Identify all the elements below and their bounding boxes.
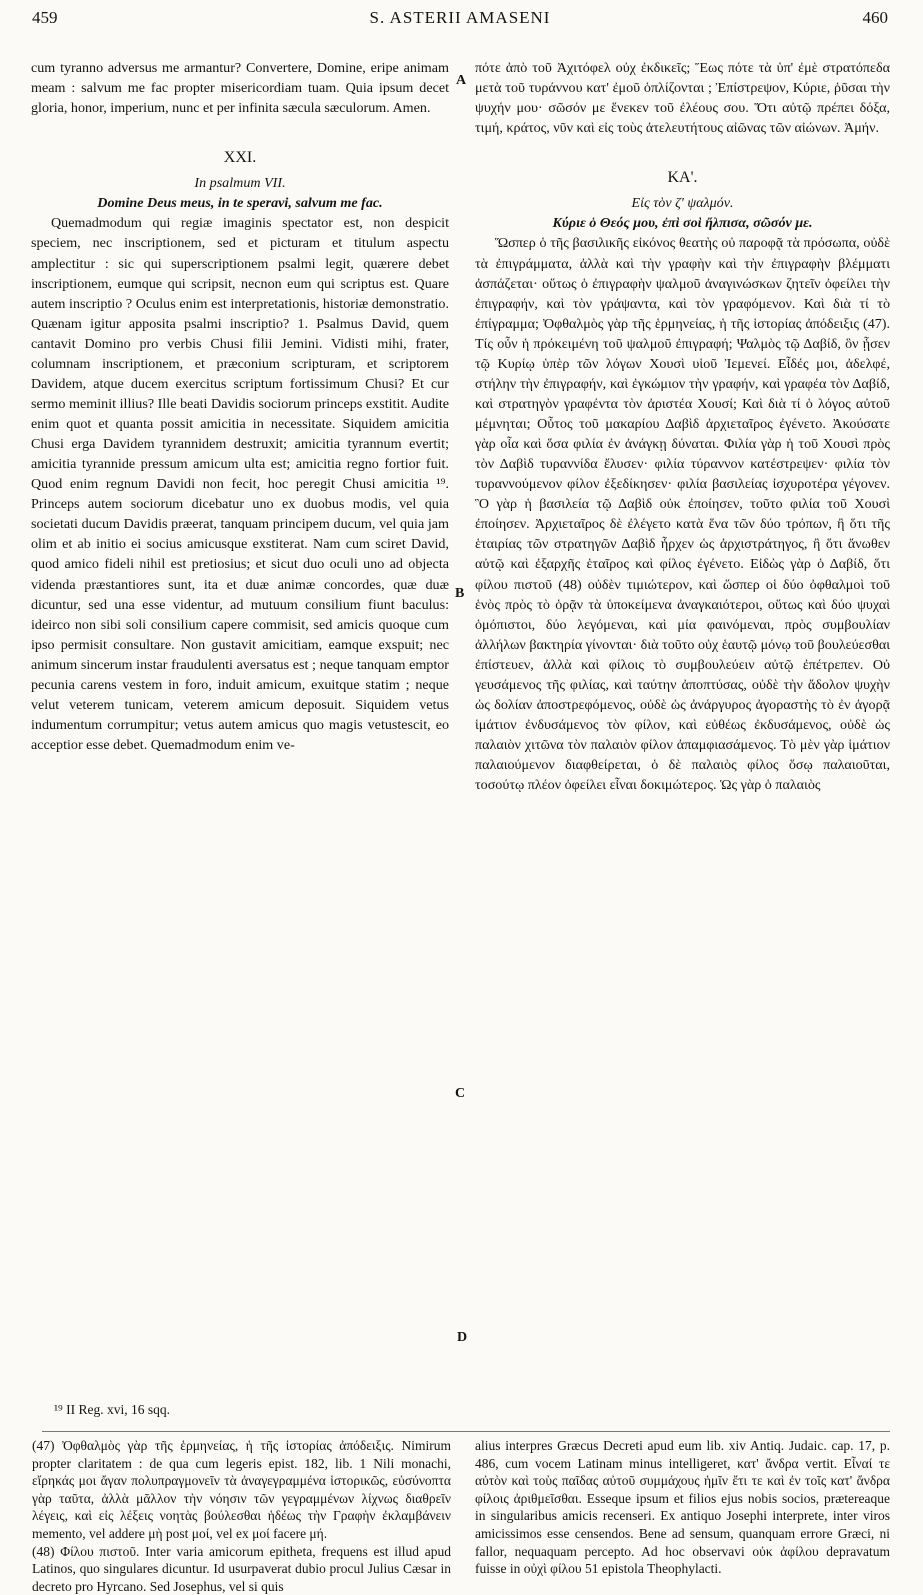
- latin-homily-number: XXI.: [223, 149, 257, 167]
- greek-homily-subtitle: Εἰς τὸν ζ' ψαλμόν.: [631, 195, 734, 212]
- footnote-48: (48) Φίλου πιστοῦ. Inter varia amicorum epitheta, frequens est illud apud Latinos, quo singulares dicuntur. Id usurpaverat dubio procul Julius Cæsar in decreto pro Hyrcano. Sed Josephus, vel si quis: [32, 1543, 451, 1594]
- greek-intro: πότε ἀπὸ τοῦ Ἀχιτόφελ οὐχ ἐκδικεῖς; Ἕως πότε τὰ ὑπ' ἐμὲ στρατόπεδα μετὰ τοῦ τυράννου κατ' ἐμοῦ ὁπλίζονται ; Ἐπίστρεψον, Κύριε, ῥῦσαι τὴν ψυχήν μου· σῶσόν με ἕνεκεν τοῦ ἐλέους σου. Ὅτι αὐτῷ πρέπει δόξα, τιμή, κράτος, νῦν καὶ εἰς τοὺς ἀτελευτήτους αἰῶνας τῶν αἰώνων. Ἀμήν.: [475, 60, 890, 137]
- margin-letter-d: D: [457, 1330, 468, 1345]
- footnote-column-right: [475, 1437, 890, 1578]
- running-header: [32, 8, 888, 32]
- latin-incipit: Domine Deus meus, in te speravi, salvum me fac.: [97, 195, 383, 212]
- margin-letter-c: C: [455, 1086, 466, 1101]
- greek-column: [475, 58, 890, 795]
- page-number-right: 460: [862, 8, 888, 27]
- greek-body: Ὥσπερ ὁ τῆς βασιλικῆς εἰκόνος θεατὴς οὐ παροφᾷ τὰ πρόσωπα, οὐδὲ τὰ ἐπιγράμματα, ἀλλὰ καὶ τὴν γραφὴν καὶ τὴν ἐπιγραφὴν βλέμματι ἀσπάζεται· οὕτως ὁ ἐπιγραφὴν ψαλμοῦ ἀναγινώσκων ζητεῖν ὀφείλει τὴν ἐπιγραφήν, καὶ τὸν γράψαντα, καὶ τὸν γραφόμενον. Καὶ διὰ τί τὸ ἐπίγραμμα; Ὀφθαλμὸς γὰρ τῆς ἑρμηνείας, ἡ τῆς ἱστορίας ἀπόδειξις (47). Τίς οὖν ἡ πρόκειμένη τοῦ ψαλμοῦ ἐπιγραφή; Ψαλμὸς τῷ Δαβίδ, ὃν ᾖσεν τῷ Κυρίῳ ὑπὲρ τῶν λόγων Χουσὶ υἱοῦ Ἰεμενεί. Εἶδές μοι, ἀδελφέ, στήλην τὴν ἐπιγραφήν, καὶ ἐγκώμιον τὴν γραφήν, καὶ γραφέα τὸν Δαβίδ, καὶ στρατηγὸν γραφέντα τὸν ἀριστέα Χουσί; Καὶ διὰ τί ὁ λόγος αὐτοῦ μέμνηται; Οὗτος τοῦ μακαρίου Δαβὶδ ἀρχιεταῖρος ἐγένετο. Ἀκούσατε γὰρ οἷα καὶ ὅσα φιλία ἐν ἀνάγκῃ δύναται. Φιλία γὰρ ἡ τοῦ Χουσὶ πρὸς τὸν Δαβὶδ τυραννίδα ἔλυσεν· φιλία τύραννον κατέστρεψεν· φιλία τὸν τυραννούμενον φίλον ἐξεδίκησεν· φιλία βασιλείας ἰσχυροτέρα γέγονεν. Ὃ γὰρ ἡ βασιλεία τῷ Δαβὶδ οὐκ ἐποίησεν, τοῦτο φιλία τοῦ Χουσὶ ἐποίησεν. Ἀρχιεταῖρος δὲ ἐλέγετο κατὰ ἕνα τῶν δύο τρόπων, ἢ ὅτι τῆς ἑταιρίας τῶν στρατηγῶν Δαβὶδ ἦρχεν ὡς ἀρχιστράτηγος, ἢ ὅτι ἄνωθεν αὐτῷ καὶ ἐξαρχῆς ἑταῖρος καὶ φίλος ἐγένετο. Εἰδὼς γὰρ ὁ Δαβίδ, ὅτι φίλου πιστοῦ (48) οὐδὲν τιμιώτερον, καὶ ὥσπερ οἱ δύο ὀφθαλμοὶ τοῦ ἑνὸς πρὸς τὸ ὁρᾷν τὰ ὑποκείμενα ἀναγκαιότεροι, οὕτως καὶ δύο ψυχαὶ ὁμόπιστοι, δύο λεγόμεναι, καὶ μία φαινόμεναι, πρὸς συμβουλίαν ἀλλήλων βακτηρία γίνονται· διὰ τοῦτο οὐχ ἑαυτῷ μόνῳ τοῦ βουλεύεσθαι ἐπίστευεν, ἀλλὰ καὶ φίλοις τὸ συμβουλεύειν αὐτῷ ἐπέτρεπεν. Οὐ γευσάμενος τῆς φιλίας, καὶ ταύτην ἀποπτύσας, οὐδὲ τὴν ἄδολον ψυχὴν ὡς δολίαν ἀποστρεφόμενος, οὐδὲ ὡς ἀνάργυρος ἀγοραστὴς τὸ ἐν ἀγορᾷ ἱμάτιον ἐνδυσάμενος τὸν φίλον, καὶ εὐθέως ἐκδυσάμενος, οὐδὲ ὡς παλαιὸν χιτῶνα τὸν παλαιὸν φίλον ἀπαμφιασάμενος. Τὸ μὲν γὰρ ἱμάτιον παλαιούμενον διαφθείρεται, ὁ δὲ παλαιὸς φίλος ὅσῳ παλαιοῦται, τοσούτῳ πλέον ὀφείλει εἶναι δοκιμώτερος. Ὡς γὰρ ὁ παλαιὸς: [475, 235, 890, 794]
- footnote-19: ¹⁹ II Reg. xvi, 16 sqq.: [54, 1402, 170, 1417]
- running-title: S. ASTERII AMASENI: [369, 8, 551, 27]
- footnote-column-left: [32, 1437, 451, 1595]
- latin-body: Quemadmodum qui regiæ imaginis spectator est, non despicit speciem, nec inscriptionem, sed et picturam et titulum aspectu amplectitur : sic qui superscriptionem psalmi legit, quærere debet inscriptionem, eumque qui scripsit, necnon eum qui scriptus est. Quare autem inscriptio ? Oculus enim est interpretationis, historiæ demonstratio. Quænam igitur apposita psalmi inscriptio? 1. Psalmus David, quem cantavit Domino pro verbis Chusi filii Jemini. Vidisti mihi, frater, columnam inscriptionem, et præconium scripturam, et scriptorem Davidem, atque ducem exercitus scriptum fortissimum Chusi? Et cur sermo meminit illius? Ille beati Davidis sociorum princeps exstitit. Audite enim quot et quanta possit amicitia in necessitate. Siquidem amicitia Chusi erga Davidem tyrannidem destruxit; amicitia tyrannum evertit; amicitia tyrannide pressum amicum ulta est; amicitia regno fortior fuit. Quod enim regnum Davidi non fecit, hoc peregit Chusi amicitia ¹⁹. Princeps autem sociorum dicebatur uno ex duobus modis, vel quia societati ducum Davidis præerat, tanquam principem ducum, vel quia jam olim et ab initio ei socius amicusque exstiterat. Nam cum sciret David, quod amico fideli nihil est pretiosius; et sicut duo oculi uno ad objecta videnda præstantiores sunt, ita et duæ animæ concordes, quæ duæ dicuntur, sed una esse videntur, ad mutuum consilium fiunt baculus: ideirco non sibi soli consilium capere commisit, sed amicis quoque cum ipso permisit consultare. Non gustavit amicitiam, eamque exspuit; nec animum sincerum instar fraudulenti aversatus est ; neque tanquam emptor pecunia carens vestem in foro, induit amicum, exuitque statim ; neque velut veterem tunicam, veterem amicum deposuit. Siquidem vetus indumentum corrumpitur; vetus autem amicus quo magis vetustescit, eo acceptior esse debet. Quemadmodum enim ve-: [31, 215, 449, 753]
- footnote-47: (47) Ὀφθαλμὸς γὰρ τῆς ἑρμηνείας, ἡ τῆς ἱστορίας ἀπόδειξις. Nimirum propter claritatem : de qua cum legeris epist. 182, lib. 1 Nili monachi, εἴρηκάς μοι ἄγαν πολυπραγμονεῖν τὰ ἀναγεγραμμένα ἱστορικῶς, εὐσύνοπτα γὰρ ταῦτα, ἀλλὰ μᾶλλον τὴν νόησιν τῶν γεγραμμένων λίχνως διαθρεῖν λέγεις, καὶ εἰς λέξεις νοητὰς βούλεσθαι ἡδέως τὴν Γραφὴν ἐκλαμβάνειν memento, vel addere μὴ post μοί, vel ex μοί facere μή.: [32, 1438, 451, 1541]
- latin-homily-subtitle: In psalmum VII.: [194, 175, 286, 192]
- margin-letter-b: B: [455, 586, 465, 601]
- footnote-48-continued: alius interpres Græcus Decreti apud eum lib. xiv Antiq. Judaic. cap. 17, p. 486, cum vocem Latinam minus intelligeret, κατ' ἄνδρα vertit. Εἶναί τε αὐτὸν καὶ τοὺς παῖδας αὐτοῦ συμμάχους ἡμῖν ἔτι τε καὶ ἐν τοῖς κατ' ἄνδρα φίλοις ἀριθμεῖσθαι. Esseque ipsum et filios ejus nobis socios, prætereaque in singularibus amicis recenseri. Ex antiquo Josephi interprete, inter viros amicissimos esse censendos. Bene ad sensum, quanquam errore Græci, ni fallor, nequaquam percepto. Ad hoc observavi οὐκ ἀφίλου depravatum fuisse in οὐχὶ φίλου 51 epistola Theophylacti.: [475, 1438, 890, 1577]
- greek-homily-number: ΚΑ'.: [667, 169, 698, 187]
- latin-column: [31, 58, 449, 755]
- greek-incipit: Κύριε ὁ Θεός μου, ἐπὶ σοὶ ἤλπισα, σῶσόν με.: [552, 215, 813, 232]
- page-number-left: 459: [32, 8, 58, 27]
- footnote-divider: [42, 1431, 890, 1432]
- margin-letter-a: A: [456, 73, 467, 88]
- latin-intro: cum tyranno adversus me armantur? Convertere, Domine, eripe animam meam : salvum me fac propter misericordiam tuam. Quia ipsum decet gloria, honor, imperium, nunc et per infinita sæcula sæculorum. Amen.: [31, 60, 449, 117]
